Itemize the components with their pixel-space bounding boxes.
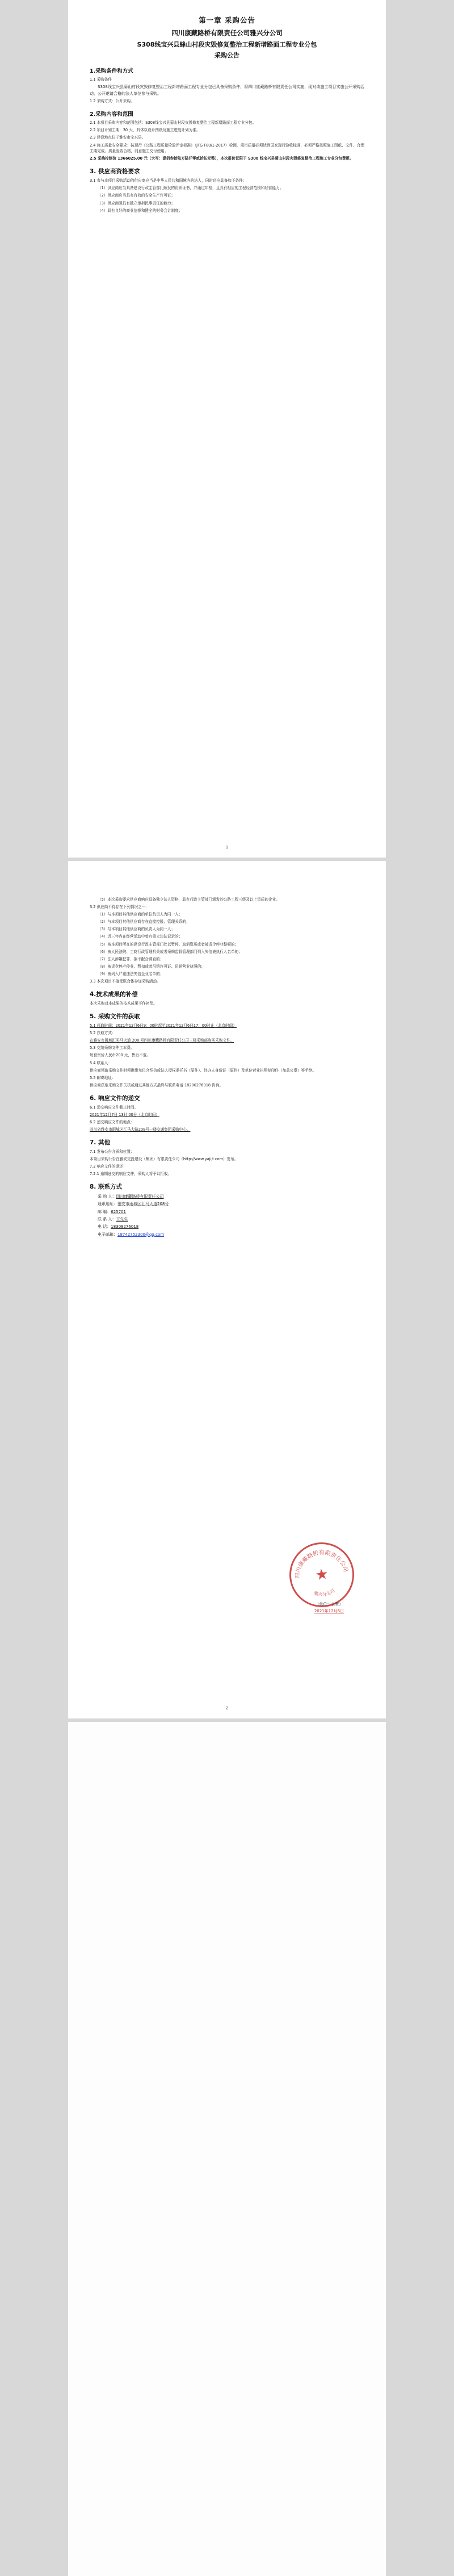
contact-row-purchaser <box>90 1193 364 1201</box>
paragraph: 1.2 采购方式：公开采购。 <box>90 99 134 104</box>
document-page-1 <box>68 0 386 858</box>
svg-text:四川康藏路桥有限责任公司: 四川康藏路桥有限责任公司 <box>295 1549 349 1579</box>
paragraph: 供应商获取采购文件关机或通过其他方式最终与联系电话 18200276018 咨询。 <box>90 1083 223 1088</box>
paragraph: （4）近三年内在经营活动中曾有重大违法记录的； <box>98 934 183 939</box>
paragraph: 供应商领取采购文件时须携带单位介绍信或法人授权委托书（原件）、经办人身份证（原件）及单位营业执照复印件（加盖公章）等手续。 <box>90 1068 316 1073</box>
paragraph: 2.4 施工质量安全要求：按现行《公路工程质量检验评定标准》（JTG F80/1-2017）检测，项目质量必须达到国家现行验收标准，必须严格按照施工图纸、文件、合理工期完成。质量验收合格，同意施工交付使用。 <box>90 143 364 154</box>
section-heading-1: 1.采购条件和方式 <box>90 68 133 74</box>
paragraph: 2.3 建设地点位于雅安市宝兴县。 <box>90 135 146 140</box>
paragraph: （6）被人民法院、工商行政管理机关或者采购监督管理部门列入失信被执行人名单的； <box>98 949 242 954</box>
paragraph: 7.2.1 逾期递交的响应文件，采购人将予以拒收。 <box>90 1172 172 1177</box>
paragraph: 5.4 联系人： <box>90 1060 112 1065</box>
paragraph: 7.2 响应文件的退还： <box>90 1164 127 1169</box>
contact-value: 王先生 <box>116 1217 128 1222</box>
contact-row-address <box>90 1201 364 1208</box>
paragraph: （3）供应商须具有独立承担民事责任的能力； <box>98 200 175 206</box>
page-number: 1 <box>225 845 229 850</box>
paragraph: （5）被本项目所在的建设行政主管部门处以暂停、取消资质或者被责令停业整顿的； <box>98 942 239 947</box>
paragraph: 在雅安市属域汇买马大道 208 号四川康藏路桥有限责任公司三楼采购部购买采购文件。 <box>90 1038 234 1043</box>
contact-row-zip <box>90 1208 364 1216</box>
paragraph: 5.5 邮寄地址： <box>90 1075 116 1080</box>
contact-label: 联 系 人： <box>98 1217 116 1222</box>
contact-label: 采 购 人： <box>98 1194 116 1199</box>
contact-value: 18308276018 <box>111 1224 139 1230</box>
paragraph: 1.1 采购条件 <box>90 77 112 82</box>
section-heading-4: 4.技术成果的补偿 <box>90 991 138 998</box>
paragraph: （9）被列入严重违法失信企业名单的； <box>98 972 164 977</box>
paragraph: （2）供应商应当具有有效的安全生产许可证； <box>98 193 175 198</box>
contact-label: 通讯地址： <box>98 1202 117 1207</box>
section-heading-3: 3. 供应商资格要求 <box>90 168 140 175</box>
contact-row-person <box>90 1216 364 1223</box>
contact-label: 电子邮箱： <box>98 1232 117 1237</box>
seal-star-icon: ★ <box>314 1565 330 1584</box>
contact-value-email[interactable]: 18742752300@qq.com <box>117 1232 165 1237</box>
paragraph-deadline: 2021年12月7日 13时 00分（北京时间） <box>90 1112 159 1117</box>
signature-date: 2021年12月6日 <box>314 1609 344 1614</box>
paragraph: （3）与本项目其他供应商的负责人为同一人； <box>98 927 175 932</box>
paragraph-control-price: 2.5 采购控制价 1366025.00 元（大写：壹佰叁拾陆万陆仟零贰拾伍元整），本次报价仅限于 S308 线宝兴县菊山村段灾毁修复整治工程施工专业分包费用。 <box>90 156 354 161</box>
signature-label: （单位：公章） <box>315 1602 343 1607</box>
paragraph: 2.2 项目计划工期：30 天，具体以设计图纸及施工进度计划为准。 <box>90 128 200 133</box>
paragraph: 6.1 递交响应文件截止时间。 <box>90 1105 138 1110</box>
paragraph: 本次采购对本成果的技术成果不作补偿。 <box>90 1001 157 1006</box>
paragraph: （2）与本项目其他供应商存在直接控股、管理关系的； <box>98 919 190 925</box>
paragraph: （1）与本项目其他供应商的单位负责人为同一人； <box>98 911 183 917</box>
contact-value: 四川康藏路桥有限责任公司 <box>116 1194 164 1199</box>
paragraph: 3.3 本次项目不接受联合体参加采购活动。 <box>90 979 161 984</box>
paragraph: （7）法人涉嫌犯罪、拒不配合调查的； <box>98 956 164 961</box>
section-heading-8: 8. 联系方式 <box>90 1184 122 1191</box>
section-heading-2: 2.采购内容和范围 <box>90 111 133 118</box>
company-seal-stamp <box>285 1538 359 1612</box>
svg-text:雅兴分公司: 雅兴分公司 <box>313 1588 336 1598</box>
paragraph: S308线宝兴县菊山村段灾毁修复整治工程新增路面工程专业分包已具备采购条件，将四川康藏路桥有限责任公司实施，现对该施工项目实施公开采购活动，公开邀请合格的法人单位参与采购。 <box>90 85 364 96</box>
page-title-chapter: 第一章 采购公告 <box>199 16 255 24</box>
paragraph: 每套售价人民币200 元，售后不退。 <box>90 1053 150 1058</box>
contact-row-phone <box>90 1223 364 1231</box>
page-title-project: S308线宝兴县蜂山村段灾毁修复整治工程新增路面工程专业分包 <box>137 41 317 48</box>
paragraph: （1）供应商应当具备建设行政主管部门颁发的资质证书，并通过年检，且具有相应的工程经营范围和经营能力。 <box>98 186 284 191</box>
contact-value: 雅安市雨城区汇马大道208号 <box>117 1202 169 1207</box>
contact-row-email[interactable] <box>90 1231 364 1239</box>
paragraph: （5）本次采购要求供应商响应具备独立法人资格，具有行政主管部门颁发的公路工程三级及以上资质的企业。 <box>98 897 280 902</box>
contact-value: 625701 <box>111 1209 126 1214</box>
paragraph: 四川省雅安市雨城区汇马大路208号一楼交通集团采购中心。 <box>90 1127 191 1132</box>
page-title-doctype: 采购公告 <box>215 52 239 59</box>
paragraph: 7.1 发布公告介质和位置： <box>90 1149 134 1154</box>
paragraph: 本项目采购公告在雅安交投建设（集团）有限责任公司（http://www.yajijt.com）发布。 <box>90 1157 238 1162</box>
paragraph-获取时间: 5.1 获取时间：2021年12月6日9：00时起至2021年12月6日17：00时止（北京时间） <box>90 1023 237 1028</box>
page-title-org: 四川康藏路桥有限责任公司雅兴分公司 <box>171 29 283 37</box>
section-heading-5: 5. 采购文件的获取 <box>90 1013 140 1020</box>
paragraph: 3.1 参与本项目采购活动的供应商应当是中华人民共和国境内的法人，同时还应具备如下条件： <box>90 178 247 183</box>
paragraph: 5.3 交纳采购文件工本费。 <box>90 1046 134 1051</box>
document-page-2 <box>68 861 386 1718</box>
section-heading-7: 7. 其他 <box>90 1139 110 1146</box>
paragraph: （4）具有良好的商业信誉和健全的财务会计制度； <box>98 208 183 213</box>
page-number: 2 <box>225 1706 229 1711</box>
signature-block <box>314 1601 344 1615</box>
paragraph: 5.2 获取方式： <box>90 1030 116 1035</box>
paragraph: 6.2 递交响应文件的地点： <box>90 1120 134 1125</box>
document-page-3-blank <box>68 1722 386 2576</box>
paragraph: 3.2 供应商不得存在下列情况之一： <box>90 904 149 909</box>
contact-label: 电 话： <box>98 1224 111 1230</box>
paragraph: 2.1 本项目采购内容和范围包括：S308线宝兴县菊山村段灾毁修复整治工程新增路面工程专业分包。 <box>90 120 257 125</box>
contact-label: 邮 编： <box>98 1209 111 1214</box>
section-heading-6: 6. 响应文件的递交 <box>90 1094 140 1102</box>
paragraph: （8）被责令停产停业、暂扣或者吊销许可证、吊销营业执照的； <box>98 964 205 969</box>
